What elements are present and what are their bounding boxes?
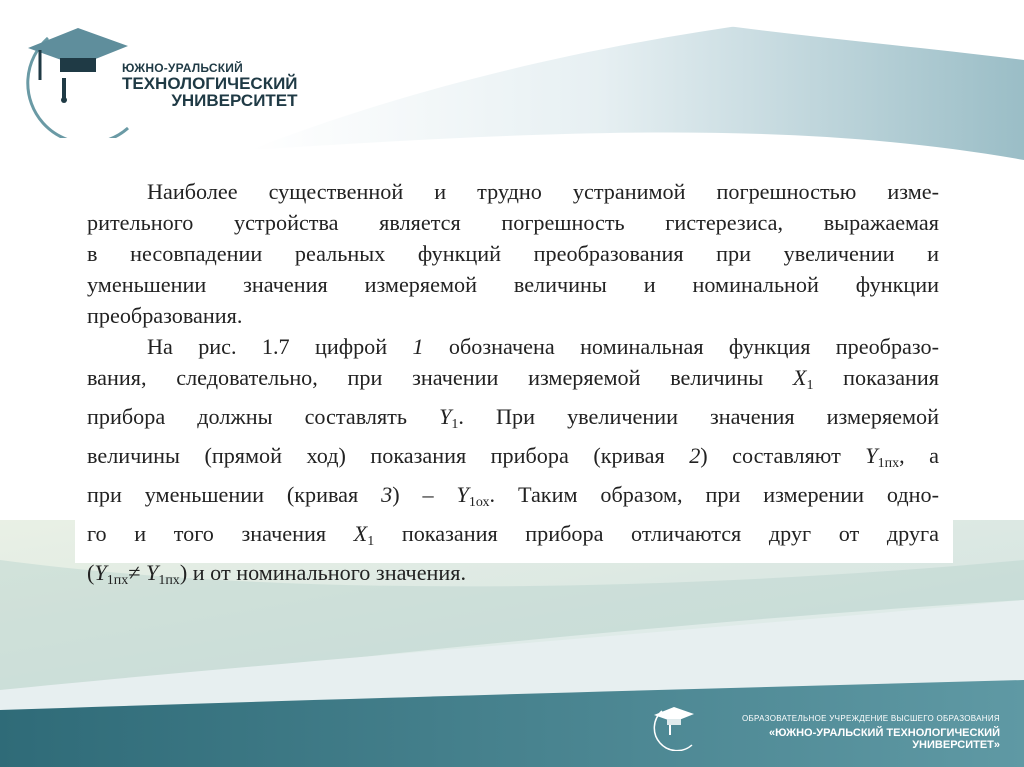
subscript: 1пх — [877, 456, 900, 471]
text-run: показания — [813, 365, 940, 390]
para2-line1 — [87, 331, 939, 362]
para2-line6 — [87, 518, 939, 557]
para1-line3: в несовпадении реальных функций преобразования при увеличении и — [87, 241, 939, 266]
text-run: го и того значения — [87, 521, 354, 546]
para2-line2 — [87, 362, 939, 401]
para2-line4 — [87, 440, 939, 479]
text-run: показания прибора отличаются друг от друга — [374, 521, 939, 546]
variable: Y — [456, 482, 469, 507]
variable: X — [792, 365, 807, 390]
text-run: . Таким образом, при измерении одно- — [489, 482, 940, 507]
text-run: , а — [899, 443, 939, 468]
text-run: . При увеличении значения измеряемой — [458, 404, 940, 429]
para1-line2: рительного устройства является погрешность гистерезиса, выражаемая — [87, 210, 939, 235]
text-run: при уменьшении (кривая — [87, 482, 382, 507]
variable: Y — [865, 443, 878, 468]
para2-line5 — [87, 479, 939, 518]
not-equal-sign: ≠ — [128, 560, 146, 585]
text-run: ) и от номинального значения. — [179, 560, 467, 585]
variable: X — [353, 521, 368, 546]
text-run: ) – — [392, 482, 457, 507]
para2-line7 — [87, 557, 939, 596]
figure-number: 1 — [412, 334, 424, 359]
subscript: 1пх — [106, 573, 129, 588]
university-name-line1: ЮЖНО-УРАЛЬСКИЙ — [122, 61, 243, 75]
curve-number: 2 — [689, 443, 701, 468]
text-run: величины (прямой ход) показания прибора (кривая — [87, 443, 690, 468]
subscript: 1 — [451, 417, 459, 432]
variable: Y — [439, 404, 452, 429]
footer-line1: ОБРАЗОВАТЕЛЬНОЕ УЧРЕЖДЕНИЕ ВЫСШЕГО ОБРАЗОВАНИЯ — [741, 714, 1000, 723]
subscript: 1ох — [468, 495, 490, 510]
university-name-line2: ТЕХНОЛОГИЧЕСКИЙ — [122, 73, 298, 93]
university-name-line3: УНИВЕРСИТЕТ — [171, 91, 298, 111]
body-text-panel — [75, 158, 953, 588]
text-run: обозначена номинальная функция преобразо- — [423, 334, 940, 359]
text-run: ) составляют — [700, 443, 866, 468]
para1-line5: преобразования. — [87, 303, 243, 328]
para2-line3 — [87, 401, 939, 440]
footer-line2: «ЮЖНО-УРАЛЬСКИЙ ТЕХНОЛОГИЧЕСКИЙ УНИВЕРСИТЕТ» — [768, 727, 1000, 751]
subscript: 1 — [367, 534, 375, 549]
text-run: На рис. 1.7 цифрой — [147, 334, 413, 359]
variable: Y — [145, 560, 159, 585]
para1-line1: Наиболее существенной и трудно устранимой погрешностью изме- — [147, 179, 939, 204]
text-run: ( — [87, 560, 95, 585]
para1-line4: уменьшении значения измеряемой величины и номинальной функции — [87, 272, 939, 297]
variable: Y — [94, 560, 107, 585]
footer-logo-icon — [652, 703, 702, 751]
subscript: 1пх — [158, 573, 180, 588]
subscript: 1 — [806, 378, 814, 393]
university-name — [122, 62, 298, 110]
footer-caption — [700, 714, 1000, 751]
text-run: прибора должны составлять — [87, 404, 440, 429]
curve-number: 3 — [381, 482, 393, 507]
text-run: вания, следовательно, при значении измеряемой величины — [87, 365, 793, 390]
